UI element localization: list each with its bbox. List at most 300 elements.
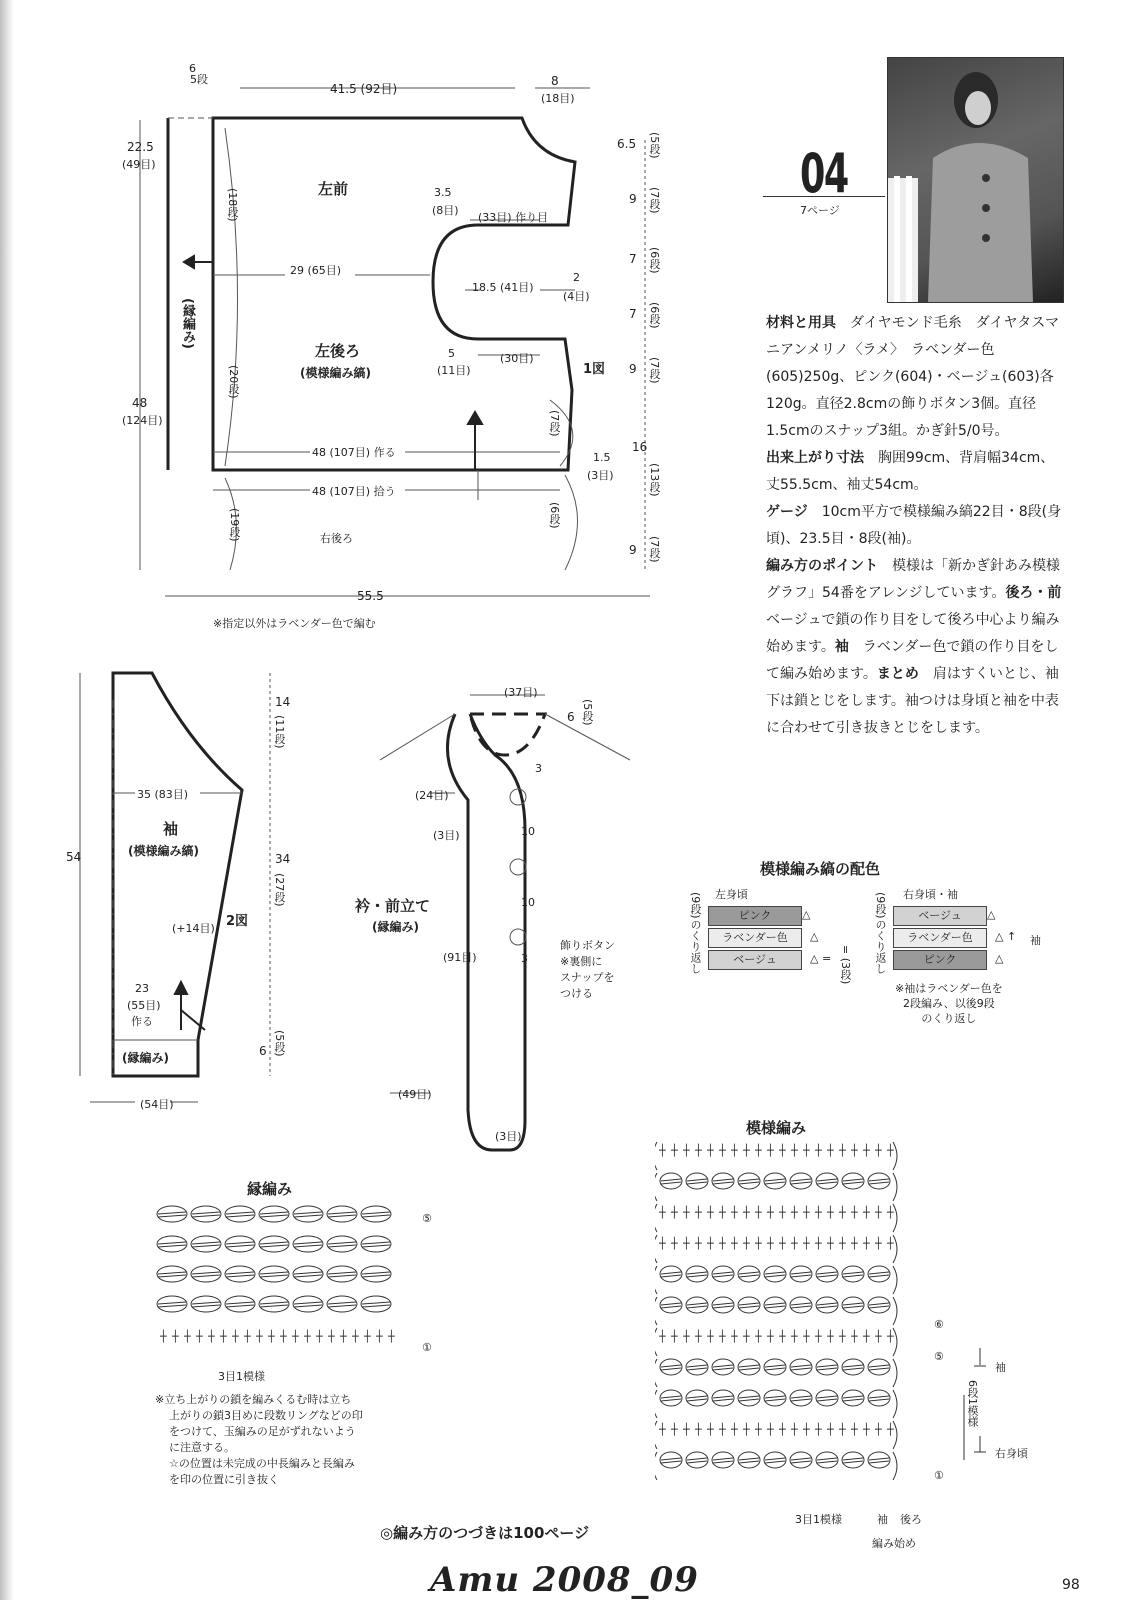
puff-stitch-symbol: [790, 1452, 812, 1468]
label-right-back: 右後ろ: [320, 532, 353, 545]
stitch-symbol: ┼: [803, 1206, 810, 1219]
points-h4: まとめ: [876, 666, 919, 682]
puff-stitch-symbol: [686, 1452, 708, 1468]
puff-stitch-symbol: [764, 1173, 786, 1189]
stitch-symbol: ┼: [659, 1237, 666, 1250]
stitch-symbol: ┼: [755, 1237, 762, 1250]
turn-chain-left: [655, 1173, 657, 1201]
puff-stitch-symbol: [868, 1266, 890, 1282]
stitch-symbol: ┼: [779, 1206, 786, 1219]
stitch-symbol: ┼: [340, 1330, 347, 1343]
stitch-symbol: ┼: [827, 1237, 834, 1250]
stitch-symbol: ┼: [815, 1330, 822, 1343]
puff-stitch-symbol: [686, 1390, 708, 1406]
color-right-row-2: ラベンダー色: [893, 928, 987, 948]
puff-stitch-symbol: [790, 1297, 812, 1313]
stitch-symbol: ┼: [803, 1330, 810, 1343]
stitch-symbol: ┼: [839, 1423, 846, 1436]
puff-stitch-symbol: [293, 1296, 323, 1312]
stitch-symbol: ┼: [184, 1330, 191, 1343]
stitch-symbol: ┼: [863, 1144, 870, 1157]
stitch-symbol: ┼: [707, 1144, 714, 1157]
dim-r-7dan-a: (7段): [648, 187, 661, 214]
edging-notes: [155, 1392, 363, 1488]
turn-chain-right: [893, 1173, 897, 1201]
turn-chain-left: [655, 1390, 657, 1418]
turn-chain-right: [893, 1452, 897, 1480]
puff-stitch-symbol: [764, 1452, 786, 1468]
stitch-symbol: ┼: [316, 1330, 323, 1343]
stitch-symbol: ┼: [815, 1144, 822, 1157]
color-left-eq: = (3段): [839, 945, 852, 985]
stitch-symbol: ┼: [779, 1423, 786, 1436]
puff-stitch-symbol: [327, 1296, 357, 1312]
dim-8me: (8目): [432, 204, 459, 217]
stitch-symbol: ┼: [851, 1237, 858, 1250]
title-rule: [763, 196, 885, 197]
dim-r-6dan-b: (6段): [648, 302, 661, 329]
puff-stitch-symbol: [738, 1390, 760, 1406]
stitch-symbol: ┼: [839, 1237, 846, 1250]
stitch-symbol: ┼: [863, 1423, 870, 1436]
stitch-symbol: ┼: [743, 1206, 750, 1219]
puff-stitch-symbol: [764, 1359, 786, 1375]
stitch-symbol: ┼: [364, 1330, 371, 1343]
edging-note-line: を印の位置に引き抜く: [169, 1473, 279, 1486]
stitch-symbol: ┼: [731, 1330, 738, 1343]
turn-chain-left: [655, 1266, 657, 1294]
dim-30me: (30目): [500, 352, 534, 365]
stitch-symbol: ┼: [803, 1237, 810, 1250]
stitch-symbol: ┼: [731, 1144, 738, 1157]
color-left-row-1: ピンク: [708, 906, 802, 926]
magazine-title: Amu 2008_09: [430, 1560, 699, 1600]
puff-stitch-symbol: [686, 1359, 708, 1375]
puff-stitch-symbol: [842, 1390, 864, 1406]
stitch-symbol: ┼: [863, 1206, 870, 1219]
sleeve-dim-27dan: (27段): [273, 873, 286, 907]
button-note-line: 飾りボタン: [560, 939, 615, 952]
sleeve-edging: (縁編み): [122, 1051, 169, 1065]
stitch-symbol: ┼: [767, 1144, 774, 1157]
puff-stitch-symbol: [191, 1266, 221, 1282]
collar-5dan: (5段): [581, 699, 594, 726]
puff-stitch-symbol: [191, 1236, 221, 1252]
points-h3: 袖: [834, 639, 849, 655]
stitch-symbol: ┼: [815, 1237, 822, 1250]
stitch-symbol: ┼: [659, 1330, 666, 1343]
sleeve-dim-34: 34: [275, 852, 291, 866]
stitch-symbol: ┼: [196, 1330, 203, 1343]
dim-29-65me: 29 (65目): [290, 264, 342, 277]
stitch-symbol: ┼: [256, 1330, 263, 1343]
puff-stitch-symbol: [816, 1266, 838, 1282]
stitch-symbol: ┼: [695, 1423, 702, 1436]
sleeve-dim-54: 54: [66, 850, 82, 864]
puff-stitch-symbol: [293, 1206, 323, 1222]
dim-r-16: 16: [632, 440, 648, 454]
dim-top-5dan: 5段: [190, 73, 208, 86]
puff-stitch-symbol: [361, 1266, 391, 1282]
puff-stitch-symbol: [842, 1297, 864, 1313]
puff-stitch-symbol: [157, 1266, 187, 1282]
button-note-line: つける: [560, 987, 593, 1000]
collar-91me: (91目): [443, 951, 477, 964]
stitch-symbol: ┼: [755, 1423, 762, 1436]
turn-chain-left: [655, 1452, 657, 1480]
dim-r-9c: 9: [629, 543, 637, 557]
stitch-symbol: ┼: [767, 1237, 774, 1250]
puff-stitch-symbol: [259, 1236, 289, 1252]
instructions-text: [766, 310, 1066, 742]
collar-3a: 3: [535, 762, 542, 775]
turn-chain-right: [893, 1390, 897, 1418]
dim-r-13dan: (13段): [648, 463, 661, 497]
puff-stitch-symbol: [790, 1173, 812, 1189]
model-photo: [887, 57, 1064, 303]
stitch-symbol: ┼: [328, 1330, 335, 1343]
stitch-symbol: ┼: [683, 1423, 690, 1436]
collar-3me-bottom: (3目): [495, 1130, 522, 1143]
stitch-symbol: ┼: [755, 1330, 762, 1343]
gauge-heading: ゲージ: [766, 504, 808, 520]
puff-stitch-symbol: [225, 1236, 255, 1252]
puff-stitch-symbol: [816, 1297, 838, 1313]
dim-r-6dan-a: (6段): [648, 247, 661, 274]
stitch-symbol: ┼: [779, 1144, 786, 1157]
stitch-symbol: ┼: [743, 1144, 750, 1157]
dim-bottom-55-5: 55.5: [357, 589, 384, 603]
stitch-symbol: ┼: [268, 1330, 275, 1343]
collar-3me: (3目): [433, 829, 460, 842]
edging-note-line: ☆の位置は未完成の中長編みと長編み: [169, 1457, 355, 1470]
dim-left-49me: (49目): [122, 158, 156, 171]
pattern-start-back: 後ろ: [900, 1513, 922, 1526]
label-fig1: 1図: [583, 362, 606, 377]
stitch-symbol: ┼: [791, 1330, 798, 1343]
color-note-line: のくり返し: [921, 1012, 977, 1025]
stitch-symbol: ┼: [803, 1144, 810, 1157]
edging-note-line: ※立ち上がりの鎖を編みくるむ時は立ち: [155, 1393, 352, 1406]
puff-stitch-symbol: [686, 1266, 708, 1282]
stitch-symbol: ┼: [671, 1237, 678, 1250]
stitch-symbol: ┼: [767, 1206, 774, 1219]
stitch-symbol: ┼: [827, 1423, 834, 1436]
stitch-symbol: ┼: [683, 1206, 690, 1219]
button-note-line: スナップを: [560, 971, 615, 984]
sleeve-subtitle: (模様編み縞): [128, 844, 199, 858]
points-text2: ベージュで鎖の作り目をして後ろ中心より編み始めます。: [766, 612, 1060, 655]
stitch-symbol: ┼: [707, 1237, 714, 1250]
stitch-symbol: ┼: [887, 1144, 894, 1157]
dim-18-5: 18.5 (41目): [472, 281, 534, 294]
sleeve-dim-11dan: (11段): [273, 715, 286, 749]
stitch-symbol: ┼: [719, 1423, 726, 1436]
page-reference: 7ページ: [800, 204, 840, 217]
gauge-text: 10cm平方で模様編み縞22目・8段(身頃)、23.5目・8段(袖)。: [766, 504, 1062, 547]
stitch-symbol: ┼: [815, 1206, 822, 1219]
dim-6dan-inner: (6段): [548, 502, 561, 529]
color-note-line: ※袖はラベンダー色を: [895, 982, 1003, 995]
stitch-symbol: ┼: [767, 1423, 774, 1436]
dim-left-22-5: 22.5: [127, 140, 154, 154]
puff-stitch-symbol: [225, 1296, 255, 1312]
stitch-symbol: ┼: [304, 1330, 311, 1343]
button-note-line: ※裏側に: [560, 955, 603, 968]
dim-20dan: (20段): [227, 365, 240, 399]
stitch-symbol: ┼: [839, 1144, 846, 1157]
dim-r-7b: 7: [629, 307, 637, 321]
stitch-symbol: ┼: [803, 1423, 810, 1436]
puff-stitch-symbol: [225, 1206, 255, 1222]
puff-stitch-symbol: [327, 1266, 357, 1282]
stitch-symbol: ┼: [791, 1206, 798, 1219]
dim-r-6-5: 6.5: [617, 137, 637, 151]
puff-stitch-symbol: [816, 1359, 838, 1375]
pattern-repeat: 3目1模様: [795, 1513, 842, 1526]
stitch-symbol: ┼: [887, 1330, 894, 1343]
color-chart-title: 模様編み縞の配色: [760, 860, 881, 878]
dim-18dan: (18段): [226, 188, 239, 222]
color-right-note: [895, 981, 1003, 1026]
sleeve-fig2: 2図: [226, 914, 249, 929]
stitch-symbol: ┼: [659, 1206, 666, 1219]
pattern-row-5: ⑤: [934, 1350, 944, 1363]
edging-note-line: に注意する。: [169, 1441, 235, 1454]
puff-stitch-symbol: [790, 1359, 812, 1375]
color-right-side: (9段)のくり返し: [874, 892, 887, 974]
dim-33me-start: (33目) 作り目: [478, 211, 549, 224]
puff-stitch-symbol: [816, 1452, 838, 1468]
stitch-symbol: ┼: [839, 1206, 846, 1219]
stitch-symbol: ┼: [719, 1144, 726, 1157]
turn-chain-left: [655, 1142, 657, 1170]
stitch-symbol: ┼: [695, 1144, 702, 1157]
dim-7dan-inner: (7段): [548, 410, 561, 437]
stitch-symbol: ┼: [695, 1330, 702, 1343]
sleeve-title: 袖: [163, 820, 179, 838]
stitch-symbol: ┼: [875, 1423, 882, 1436]
label-pattern-stripe: (模様編み縞): [300, 366, 371, 380]
dim-left-48: 48: [132, 396, 148, 410]
collar-24me: (24目): [415, 789, 449, 802]
stitch-symbol: ┼: [743, 1237, 750, 1250]
color-left-header: 左身頃: [715, 888, 748, 901]
stitch-symbol: ┼: [887, 1237, 894, 1250]
pattern-number: 04: [800, 142, 848, 205]
dim-r-9a: 9: [629, 192, 637, 206]
stitch-symbol: ┼: [875, 1144, 882, 1157]
dim-48-make: 48 (107目) 作る: [312, 446, 396, 459]
turn-chain-left: [655, 1421, 657, 1449]
collar-title: 衿・前立て: [355, 897, 431, 915]
turn-chain-right: [893, 1297, 897, 1325]
stitch-symbol: ┼: [791, 1237, 798, 1250]
collar-subtitle: (縁編み): [372, 920, 419, 934]
dim-r-7dan-c: (7段): [648, 536, 661, 563]
stitch-symbol: ┼: [743, 1423, 750, 1436]
sleeve-dim-35: 35 (83目): [137, 788, 189, 801]
puff-stitch-symbol: [764, 1390, 786, 1406]
puff-stitch-symbol: [157, 1206, 187, 1222]
puff-stitch-symbol: [842, 1266, 864, 1282]
pattern-side-right: 右身頃: [995, 1447, 1028, 1460]
color-right-row-3: ピンク: [893, 950, 987, 970]
pattern-side-brackets: [950, 1340, 1000, 1470]
stitch-symbol: ┼: [719, 1330, 726, 1343]
stitch-symbol: ┼: [671, 1206, 678, 1219]
puff-stitch-symbol: [660, 1297, 682, 1313]
puff-stitch-symbol: [868, 1390, 890, 1406]
puff-stitch-symbol: [790, 1266, 812, 1282]
stitch-symbol: ┼: [827, 1206, 834, 1219]
stitch-symbol: ┼: [292, 1330, 299, 1343]
collar-10b: 10: [521, 896, 535, 909]
puff-stitch-symbol: [868, 1297, 890, 1313]
note-lavender: ※指定以外はラベンダー色で編む: [213, 617, 376, 630]
dim-2: 2: [573, 271, 580, 284]
color-right-row-1: ベージュ: [893, 906, 987, 926]
stitch-symbol: ┼: [755, 1206, 762, 1219]
puff-stitch-symbol: [157, 1296, 187, 1312]
puff-stitch-symbol: [738, 1359, 760, 1375]
edging-repeat: 3目1模様: [218, 1370, 265, 1383]
stitch-symbol: ┼: [376, 1330, 383, 1343]
collar-49me: (49目): [398, 1088, 432, 1101]
puff-stitch-symbol: [712, 1173, 734, 1189]
stitch-symbol: ┼: [719, 1206, 726, 1219]
size-text: 胸囲99cm、背肩幅34cm、丈55.5cm、袖丈54cm。: [766, 450, 1055, 493]
puff-stitch-symbol: [712, 1297, 734, 1313]
stitch-symbol: ┼: [695, 1206, 702, 1219]
stitch-symbol: ┼: [280, 1330, 287, 1343]
stitch-symbol: ┼: [851, 1206, 858, 1219]
stitch-symbol: ┼: [695, 1237, 702, 1250]
sleeve-dim-6: 6: [259, 1044, 267, 1058]
button-note: [560, 938, 615, 1002]
puff-stitch-symbol: [293, 1266, 323, 1282]
puff-stitch-symbol: [842, 1173, 864, 1189]
stitch-symbol: ┼: [791, 1144, 798, 1157]
puff-stitch-symbol: [816, 1390, 838, 1406]
stitch-symbol: ┼: [707, 1206, 714, 1219]
turn-chain-right: [893, 1266, 897, 1294]
stitch-symbol: ┼: [863, 1330, 870, 1343]
puff-stitch-symbol: [157, 1236, 187, 1252]
color-right-header: 右身頃・袖: [903, 888, 958, 901]
stitch-symbol: ┼: [815, 1423, 822, 1436]
pattern-row-1: ①: [934, 1469, 944, 1482]
sleeve-dim-54me: (54目): [140, 1098, 174, 1111]
dim-4me: (4目): [563, 290, 590, 303]
sleeve-dim-14: 14: [275, 695, 291, 709]
stitch-symbol: ┼: [851, 1144, 858, 1157]
puff-stitch-symbol: [842, 1452, 864, 1468]
puff-stitch-symbol: [660, 1390, 682, 1406]
stitch-symbol: ┼: [683, 1237, 690, 1250]
stitch-symbol: ┼: [755, 1144, 762, 1157]
color-note-line: 2段編み、以後9段: [903, 997, 995, 1010]
stitch-symbol: ┼: [244, 1330, 251, 1343]
stitch-symbol: ┼: [767, 1330, 774, 1343]
color-right-sleeve: 袖: [1030, 934, 1041, 947]
dim-left-124me: (124目): [122, 414, 163, 427]
label-left-back: 左後ろ: [315, 342, 361, 360]
pattern-row-6: ⑥: [934, 1318, 944, 1331]
puff-stitch-symbol: [842, 1359, 864, 1375]
puff-stitch-symbol: [660, 1266, 682, 1282]
puff-stitch-symbol: [660, 1452, 682, 1468]
stitch-symbol: ┼: [388, 1330, 395, 1343]
stitch-symbol: ┼: [172, 1330, 179, 1343]
stitch-symbol: ┼: [671, 1423, 678, 1436]
stitch-symbol: ┼: [707, 1330, 714, 1343]
stitch-symbol: ┼: [839, 1330, 846, 1343]
turn-chain-right: [893, 1359, 897, 1387]
edging-chart-title: 縁編み: [247, 1180, 293, 1198]
stitch-symbol: ┼: [671, 1330, 678, 1343]
sleeve-dim-5dan: (5段): [273, 1030, 286, 1057]
dim-19dan: (19段): [228, 508, 241, 542]
dim-3me: (3目): [587, 469, 614, 482]
stitch-symbol: ┼: [851, 1423, 858, 1436]
edging-note-line: をつけて、玉編みの足がずれないよう: [169, 1425, 356, 1438]
pattern-start-sleeve: 袖: [877, 1513, 888, 1526]
dim-11me: (11目): [437, 364, 471, 377]
puff-stitch-symbol: [738, 1173, 760, 1189]
edging-stitch-chart: [150, 1200, 440, 1365]
materials-text: ダイヤモンド毛糸 ダイヤタスマニアンメリノ〈ラメ〉 ラベンダー色(605)250g、ピンク(604)・ベージュ(603)各120g。直径2.8cmの飾りボタン3個。直径1.5cmのスナップ3組。かぎ針5/0号。: [766, 315, 1060, 439]
pattern-chart-title: 模様編み: [746, 1119, 807, 1137]
puff-stitch-symbol: [191, 1206, 221, 1222]
stitch-symbol: ┼: [827, 1144, 834, 1157]
puff-stitch-symbol: [712, 1266, 734, 1282]
stitch-symbol: ┼: [220, 1330, 227, 1343]
sleeve-dim-55me: (55目): [127, 999, 161, 1012]
dim-top-18me: (18目): [541, 92, 575, 105]
pattern-side-6dan: 6段1模様: [966, 1380, 979, 1427]
size-heading: 出来上がり寸法: [766, 450, 864, 466]
color-left-row-2: ラベンダー色: [708, 928, 802, 948]
dim-top-6: 6: [189, 62, 196, 75]
stitch-symbol: ┼: [875, 1237, 882, 1250]
puff-stitch-symbol: [327, 1236, 357, 1252]
sleeve-make: 作る: [131, 1015, 153, 1028]
collar-3b: 3: [521, 952, 528, 965]
pattern-side-sleeve: 袖: [995, 1361, 1006, 1374]
stitch-symbol: ┼: [683, 1330, 690, 1343]
turn-chain-left: [655, 1328, 657, 1356]
turn-chain-left: [655, 1297, 657, 1325]
puff-stitch-symbol: [868, 1452, 890, 1468]
dim-r-5dan: (5段): [648, 132, 661, 159]
stitch-symbol: ┼: [659, 1423, 666, 1436]
stitch-symbol: ┼: [232, 1330, 239, 1343]
puff-stitch-symbol: [660, 1173, 682, 1189]
stitch-symbol: ┼: [875, 1206, 882, 1219]
stitch-symbol: ┼: [707, 1423, 714, 1436]
edging-note-line: 上がりの鎖3目めに段数リングなどの印: [169, 1409, 363, 1422]
dim-r-9b: 9: [629, 362, 637, 376]
sleeve-dim-23: 23: [135, 982, 149, 995]
collar-6: 6: [567, 710, 575, 724]
puff-stitch-symbol: [738, 1452, 760, 1468]
stitch-symbol: ┼: [887, 1206, 894, 1219]
stitch-symbol: ┼: [731, 1237, 738, 1250]
stitch-symbol: ┼: [887, 1423, 894, 1436]
stitch-symbol: ┼: [671, 1144, 678, 1157]
label-left-front: 左前: [318, 180, 349, 198]
